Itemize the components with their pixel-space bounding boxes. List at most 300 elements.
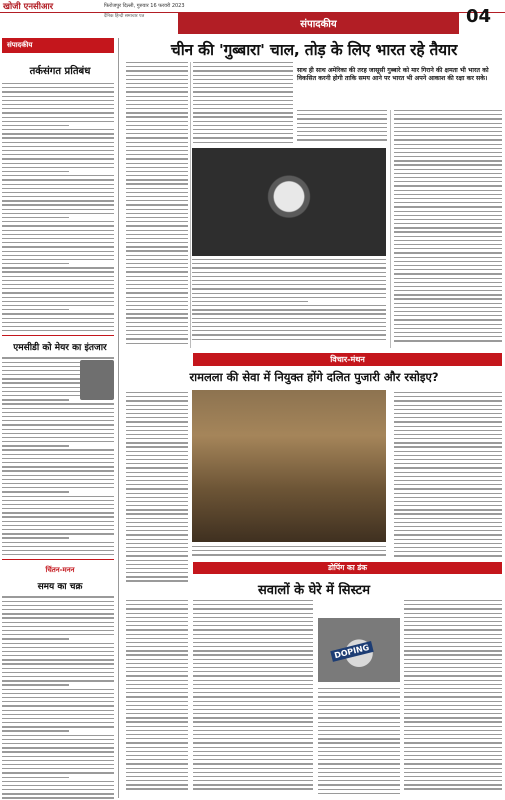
text-line	[126, 476, 188, 477]
text-line	[193, 629, 313, 630]
text-line	[192, 322, 386, 323]
text-line	[394, 324, 502, 325]
text-line	[394, 252, 502, 253]
masthead	[0, 0, 505, 34]
text-line	[126, 467, 188, 468]
text-line	[2, 221, 114, 222]
text-line	[394, 467, 502, 468]
chintan-manan-label: चिंतन-मनन	[45, 566, 75, 575]
doping-label: डोपिंग का डंक	[327, 563, 368, 572]
text-line	[394, 211, 502, 212]
text-line	[394, 135, 502, 136]
text-line	[2, 357, 114, 358]
text-line	[193, 642, 313, 643]
text-line	[126, 629, 188, 630]
text-line	[394, 148, 502, 149]
text-line	[394, 543, 502, 544]
text-line	[192, 288, 386, 289]
text-line	[2, 768, 114, 769]
text-line	[404, 721, 502, 722]
text-line	[2, 479, 114, 480]
text-line	[192, 330, 386, 331]
text-line	[126, 334, 188, 335]
text-line	[394, 430, 502, 431]
text-line	[126, 225, 188, 226]
text-line	[394, 530, 502, 531]
text-line	[126, 288, 188, 289]
text-line	[126, 91, 188, 92]
text-line	[193, 772, 313, 773]
text-line	[193, 75, 293, 76]
text-line	[2, 330, 114, 331]
text-line	[2, 705, 114, 706]
text-line	[394, 413, 502, 414]
vichar-column-3	[394, 392, 502, 560]
text-line	[2, 634, 114, 635]
text-line	[126, 659, 188, 660]
text-line	[394, 522, 502, 523]
text-line	[2, 158, 114, 159]
text-line	[318, 742, 400, 743]
text-line	[394, 114, 502, 115]
text-line	[394, 405, 502, 406]
text-line	[193, 83, 293, 84]
text-line	[193, 142, 293, 143]
text-line	[394, 547, 502, 548]
text-line	[192, 318, 386, 319]
text-line	[404, 621, 502, 622]
text-line	[394, 513, 502, 514]
text-line	[2, 318, 114, 319]
text-line	[404, 671, 502, 672]
text-line	[126, 183, 188, 184]
text-line	[126, 513, 188, 514]
text-line	[126, 171, 188, 172]
text-line	[394, 315, 502, 316]
text-line	[394, 139, 502, 140]
text-line	[297, 139, 387, 140]
text-line	[394, 223, 502, 224]
text-line	[2, 322, 114, 323]
text-line	[193, 780, 313, 781]
text-line	[192, 301, 308, 302]
text-line	[394, 426, 502, 427]
text-line	[126, 96, 188, 97]
text-line	[193, 625, 313, 626]
mcd-headline: एमसीडी को मेयर का इंतजार	[13, 343, 107, 354]
text-line	[394, 539, 502, 540]
text-line	[193, 671, 313, 672]
text-line	[394, 282, 502, 283]
text-line	[2, 663, 114, 664]
text-line	[193, 121, 293, 122]
text-line	[126, 488, 188, 489]
text-line	[126, 255, 188, 256]
text-line	[318, 789, 400, 790]
text-line	[297, 118, 387, 119]
text-line	[126, 539, 188, 540]
text-line	[126, 284, 188, 285]
text-line	[2, 449, 114, 450]
text-line	[2, 263, 69, 264]
text-line	[404, 659, 502, 660]
text-line	[126, 83, 188, 84]
samay-headline: समय का चक्र	[37, 582, 83, 593]
text-line	[394, 244, 502, 245]
section-band	[178, 13, 459, 34]
text-line	[126, 671, 188, 672]
text-line	[404, 604, 502, 605]
text-line	[126, 426, 188, 427]
text-line	[126, 179, 188, 180]
text-line	[2, 150, 114, 151]
main-story-column-2	[193, 62, 293, 146]
text-line	[126, 267, 188, 268]
text-line	[2, 751, 114, 752]
text-line	[193, 650, 313, 651]
text-line	[394, 286, 502, 287]
text-line	[126, 634, 188, 635]
text-line	[2, 789, 114, 790]
text-line	[193, 116, 293, 117]
vichar-column-1b	[126, 392, 188, 585]
text-line	[394, 505, 502, 506]
text-line	[2, 408, 114, 409]
author-photo	[80, 360, 114, 400]
text-line	[394, 400, 502, 401]
text-line	[126, 564, 188, 565]
text-line	[193, 91, 293, 92]
text-line	[404, 742, 502, 743]
text-line	[2, 83, 114, 84]
text-line	[2, 726, 114, 727]
text-line	[404, 734, 502, 735]
text-line	[126, 734, 188, 735]
doping-headline: सवालों के घेरे में सिस्टम	[258, 583, 370, 598]
text-line	[404, 726, 502, 727]
text-line	[394, 526, 502, 527]
text-line	[2, 689, 114, 690]
text-line	[126, 409, 188, 410]
text-line	[394, 164, 502, 165]
text-line	[193, 705, 313, 706]
masthead-top-strip	[0, 0, 505, 13]
text-line	[192, 326, 386, 327]
text-line	[193, 759, 313, 760]
text-line	[2, 491, 69, 492]
text-line	[394, 451, 502, 452]
text-line	[394, 409, 502, 410]
text-line	[394, 248, 502, 249]
text-line	[2, 793, 114, 794]
text-line	[126, 442, 188, 443]
text-line	[126, 642, 188, 643]
text-line	[2, 458, 114, 459]
text-line	[318, 738, 400, 739]
text-line	[126, 709, 188, 710]
text-line	[297, 131, 387, 132]
text-line	[126, 305, 188, 306]
text-line	[394, 118, 502, 119]
text-line	[126, 463, 188, 464]
text-line	[297, 127, 387, 128]
text-line	[2, 714, 114, 715]
text-line	[192, 272, 386, 273]
text-line	[394, 131, 502, 132]
text-line	[193, 717, 313, 718]
text-line	[193, 62, 293, 63]
text-line	[126, 480, 188, 481]
text-line	[394, 123, 502, 124]
text-line	[192, 284, 386, 285]
text-line	[2, 255, 114, 256]
text-line	[126, 788, 188, 789]
editorial-body	[2, 83, 114, 331]
text-line	[2, 701, 114, 702]
text-line	[126, 137, 188, 138]
text-line	[2, 743, 114, 744]
text-line	[193, 788, 313, 789]
text-line	[193, 726, 313, 727]
text-line	[394, 227, 502, 228]
text-line	[2, 271, 114, 272]
text-line	[126, 738, 188, 739]
text-line	[318, 776, 400, 777]
text-line	[2, 175, 114, 176]
text-line	[126, 430, 188, 431]
text-line	[126, 129, 188, 130]
text-line	[404, 717, 502, 718]
text-line	[318, 722, 400, 723]
text-line	[126, 200, 188, 201]
text-line	[394, 509, 502, 510]
text-line	[193, 96, 293, 97]
text-line	[193, 734, 313, 735]
text-line	[2, 638, 69, 639]
text-line	[394, 421, 502, 422]
text-line	[394, 194, 502, 195]
text-line	[404, 608, 502, 609]
text-line	[404, 701, 502, 702]
text-line	[318, 784, 400, 785]
text-line	[404, 663, 502, 664]
text-line	[2, 288, 114, 289]
vichar-manthan-label: विचार-मंथन	[330, 355, 365, 364]
text-line	[2, 167, 114, 168]
text-line	[193, 600, 313, 601]
text-line	[404, 747, 502, 748]
text-line	[2, 647, 114, 648]
text-line	[394, 311, 502, 312]
text-line	[2, 297, 114, 298]
text-line	[404, 684, 502, 685]
text-line	[126, 234, 188, 235]
photo-caption	[192, 259, 386, 343]
text-line	[126, 326, 188, 327]
doping-band	[193, 562, 502, 574]
text-line	[2, 259, 114, 260]
text-line	[318, 701, 400, 702]
text-line	[126, 576, 188, 577]
text-line	[126, 604, 188, 605]
text-line	[126, 438, 188, 439]
text-line	[2, 546, 114, 547]
text-line	[126, 121, 188, 122]
text-line	[126, 75, 188, 76]
text-line	[2, 630, 114, 631]
text-line	[126, 446, 188, 447]
left-column	[2, 38, 119, 798]
text-line	[126, 646, 188, 647]
text-line	[193, 66, 293, 67]
text-line	[404, 738, 502, 739]
doping-photo-text: DOPING	[330, 641, 373, 662]
divider	[2, 335, 114, 336]
text-line	[126, 62, 188, 63]
text-line	[126, 322, 188, 323]
text-line	[394, 290, 502, 291]
text-line	[193, 70, 293, 71]
column-rule	[390, 110, 391, 348]
text-line	[394, 434, 502, 435]
text-line	[404, 613, 502, 614]
text-line	[404, 755, 502, 756]
text-line	[394, 534, 502, 535]
text-line	[2, 764, 114, 765]
text-line	[193, 137, 293, 138]
text-line	[2, 693, 114, 694]
text-line	[394, 442, 502, 443]
text-line	[2, 91, 114, 92]
text-line	[394, 484, 502, 485]
text-line	[126, 543, 188, 544]
text-line	[2, 756, 114, 757]
doping-column-2	[193, 600, 313, 793]
text-line	[394, 438, 502, 439]
text-line	[126, 530, 188, 531]
masthead-subline: दैनिक हिन्दी समाचार पत्र	[104, 14, 145, 19]
text-line	[394, 265, 502, 266]
text-line	[193, 784, 313, 785]
text-line	[126, 625, 188, 626]
text-line	[394, 261, 502, 262]
text-line	[126, 104, 188, 105]
text-line	[404, 650, 502, 651]
text-line	[2, 760, 114, 761]
text-line	[2, 192, 114, 193]
text-line	[126, 292, 188, 293]
text-line	[126, 309, 188, 310]
text-line	[193, 692, 313, 693]
text-line	[193, 659, 313, 660]
text-line	[126, 66, 188, 67]
text-line	[2, 225, 114, 226]
text-line	[404, 617, 502, 618]
text-line	[126, 150, 188, 151]
text-line	[126, 776, 188, 777]
text-line	[193, 776, 313, 777]
text-line	[394, 156, 502, 157]
text-line	[126, 654, 188, 655]
text-line	[404, 667, 502, 668]
text-line	[2, 433, 114, 434]
text-line	[2, 504, 114, 505]
doping-column-3	[318, 688, 400, 797]
text-line	[126, 600, 188, 601]
text-line	[2, 437, 114, 438]
text-line	[126, 271, 188, 272]
text-line	[2, 217, 69, 218]
text-line	[126, 696, 188, 697]
text-line	[126, 213, 188, 214]
text-line	[2, 100, 114, 101]
text-line	[394, 185, 502, 186]
text-line	[2, 129, 114, 130]
text-line	[193, 617, 313, 618]
text-line	[126, 313, 188, 314]
text-line	[394, 328, 502, 329]
text-line	[2, 537, 69, 538]
text-line	[394, 231, 502, 232]
text-line	[394, 476, 502, 477]
text-line	[318, 696, 400, 697]
text-line	[318, 688, 400, 689]
text-line	[2, 617, 114, 618]
text-line	[318, 763, 400, 764]
text-line	[126, 112, 188, 113]
text-line	[2, 626, 114, 627]
text-line	[192, 313, 386, 314]
text-line	[126, 713, 188, 714]
text-line	[126, 688, 188, 689]
text-line	[394, 480, 502, 481]
vichar-manthan-band	[193, 353, 502, 366]
text-line	[394, 472, 502, 473]
text-line	[193, 608, 313, 609]
text-line	[126, 192, 188, 193]
text-line	[126, 768, 188, 769]
text-line	[2, 87, 114, 88]
text-line	[126, 451, 188, 452]
text-line	[126, 684, 188, 685]
text-line	[192, 334, 386, 335]
text-line	[404, 713, 502, 714]
text-line	[404, 688, 502, 689]
text-line	[193, 667, 313, 668]
text-line	[2, 684, 69, 685]
text-line	[126, 434, 188, 435]
text-line	[297, 135, 387, 136]
text-line	[193, 701, 313, 702]
text-line	[193, 768, 313, 769]
text-line	[126, 125, 188, 126]
text-line	[318, 768, 400, 769]
text-line	[394, 551, 502, 552]
text-line	[126, 116, 188, 117]
text-line	[2, 184, 114, 185]
text-line	[2, 512, 114, 513]
text-line	[126, 621, 188, 622]
text-line	[2, 121, 114, 122]
text-line	[2, 596, 114, 597]
text-line	[193, 747, 313, 748]
text-line	[193, 709, 313, 710]
text-line	[404, 634, 502, 635]
text-line	[126, 721, 188, 722]
text-line	[2, 781, 114, 782]
text-line	[2, 209, 114, 210]
column-rule	[190, 62, 191, 348]
